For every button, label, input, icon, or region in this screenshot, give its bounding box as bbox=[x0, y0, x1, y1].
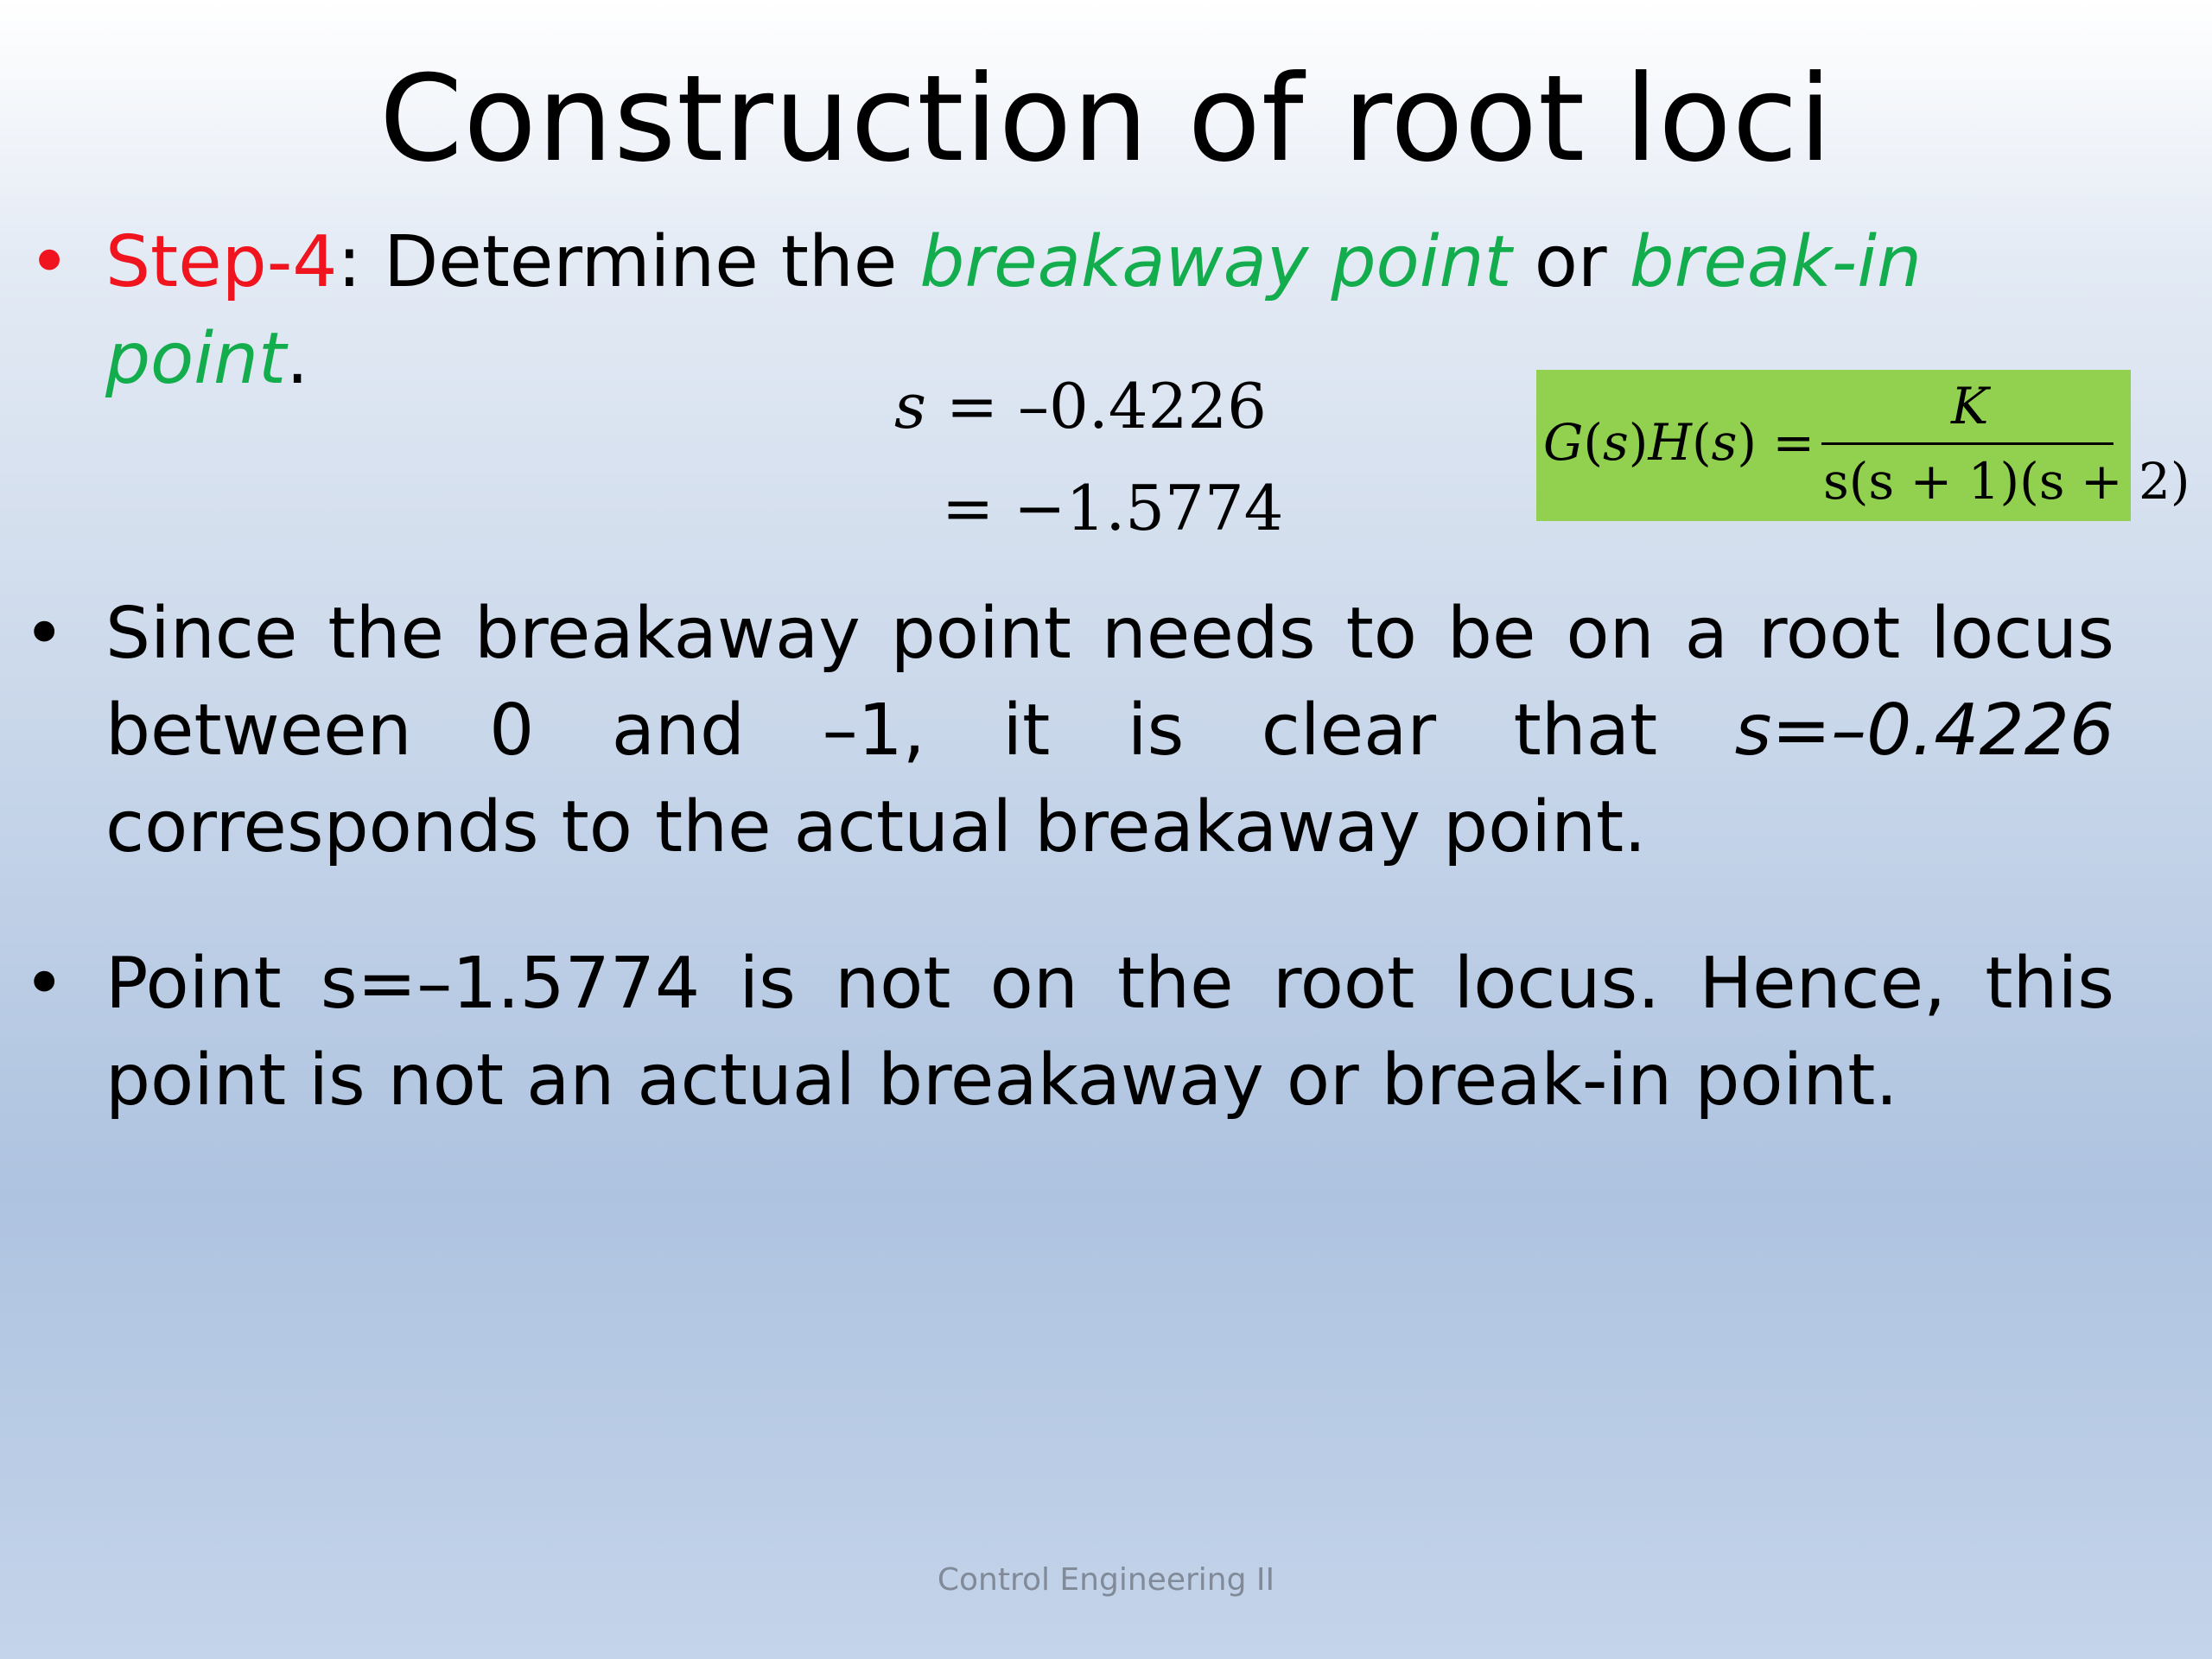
transfer-function-box bbox=[1536, 370, 2190, 521]
equation-line-2 bbox=[942, 472, 1283, 544]
slide-footer: Control Engineering II bbox=[937, 1562, 1275, 1598]
bullet-2-text-2: corresponds to the actual breakaway point. bbox=[105, 786, 1647, 868]
step-text-3: . bbox=[286, 318, 309, 400]
transfer-function-denominator: s(s + 1)(s + 2) bbox=[1823, 452, 2190, 511]
term-breakaway-point: breakaway point bbox=[919, 221, 1512, 303]
bullet-dot-icon: • bbox=[23, 593, 66, 675]
transfer-function-numerator: K bbox=[1951, 377, 1989, 435]
fraction-bar bbox=[1821, 442, 2113, 445]
step-label: Step-4 bbox=[105, 221, 338, 303]
bullet-2-text-1: Since the breakaway point needs to be on a root locus between 0 and –1, it is clear that bbox=[105, 593, 2114, 772]
equation-line-1 bbox=[894, 370, 1267, 442]
bullet-not-on-locus bbox=[23, 936, 2114, 1129]
slide-title: Construction of root loci bbox=[379, 49, 1833, 188]
step-text-2: or bbox=[1511, 221, 1630, 303]
equation-value-2: = −1.5774 bbox=[942, 472, 1284, 544]
bullet-breakaway-explanation bbox=[23, 586, 2114, 876]
bullet-dot-icon: • bbox=[23, 943, 66, 1025]
equation-variable: s bbox=[894, 370, 926, 442]
bullet-3-text: Point s=–1.5774 is not on the root locus. Hence, this point is not an actual breakaway or break-in point. bbox=[105, 943, 2114, 1122]
term-break-in-point: break-in point bbox=[105, 221, 1922, 400]
transfer-function-lhs: G(s)H(s) = bbox=[1543, 413, 1815, 472]
bullet-2-value: s=–0.4226 bbox=[1734, 690, 2114, 772]
bullet-dot-icon: • bbox=[28, 221, 71, 303]
step-text-1: : Determine the bbox=[337, 221, 920, 303]
equation-value-1: = –0.4226 bbox=[945, 370, 1267, 442]
